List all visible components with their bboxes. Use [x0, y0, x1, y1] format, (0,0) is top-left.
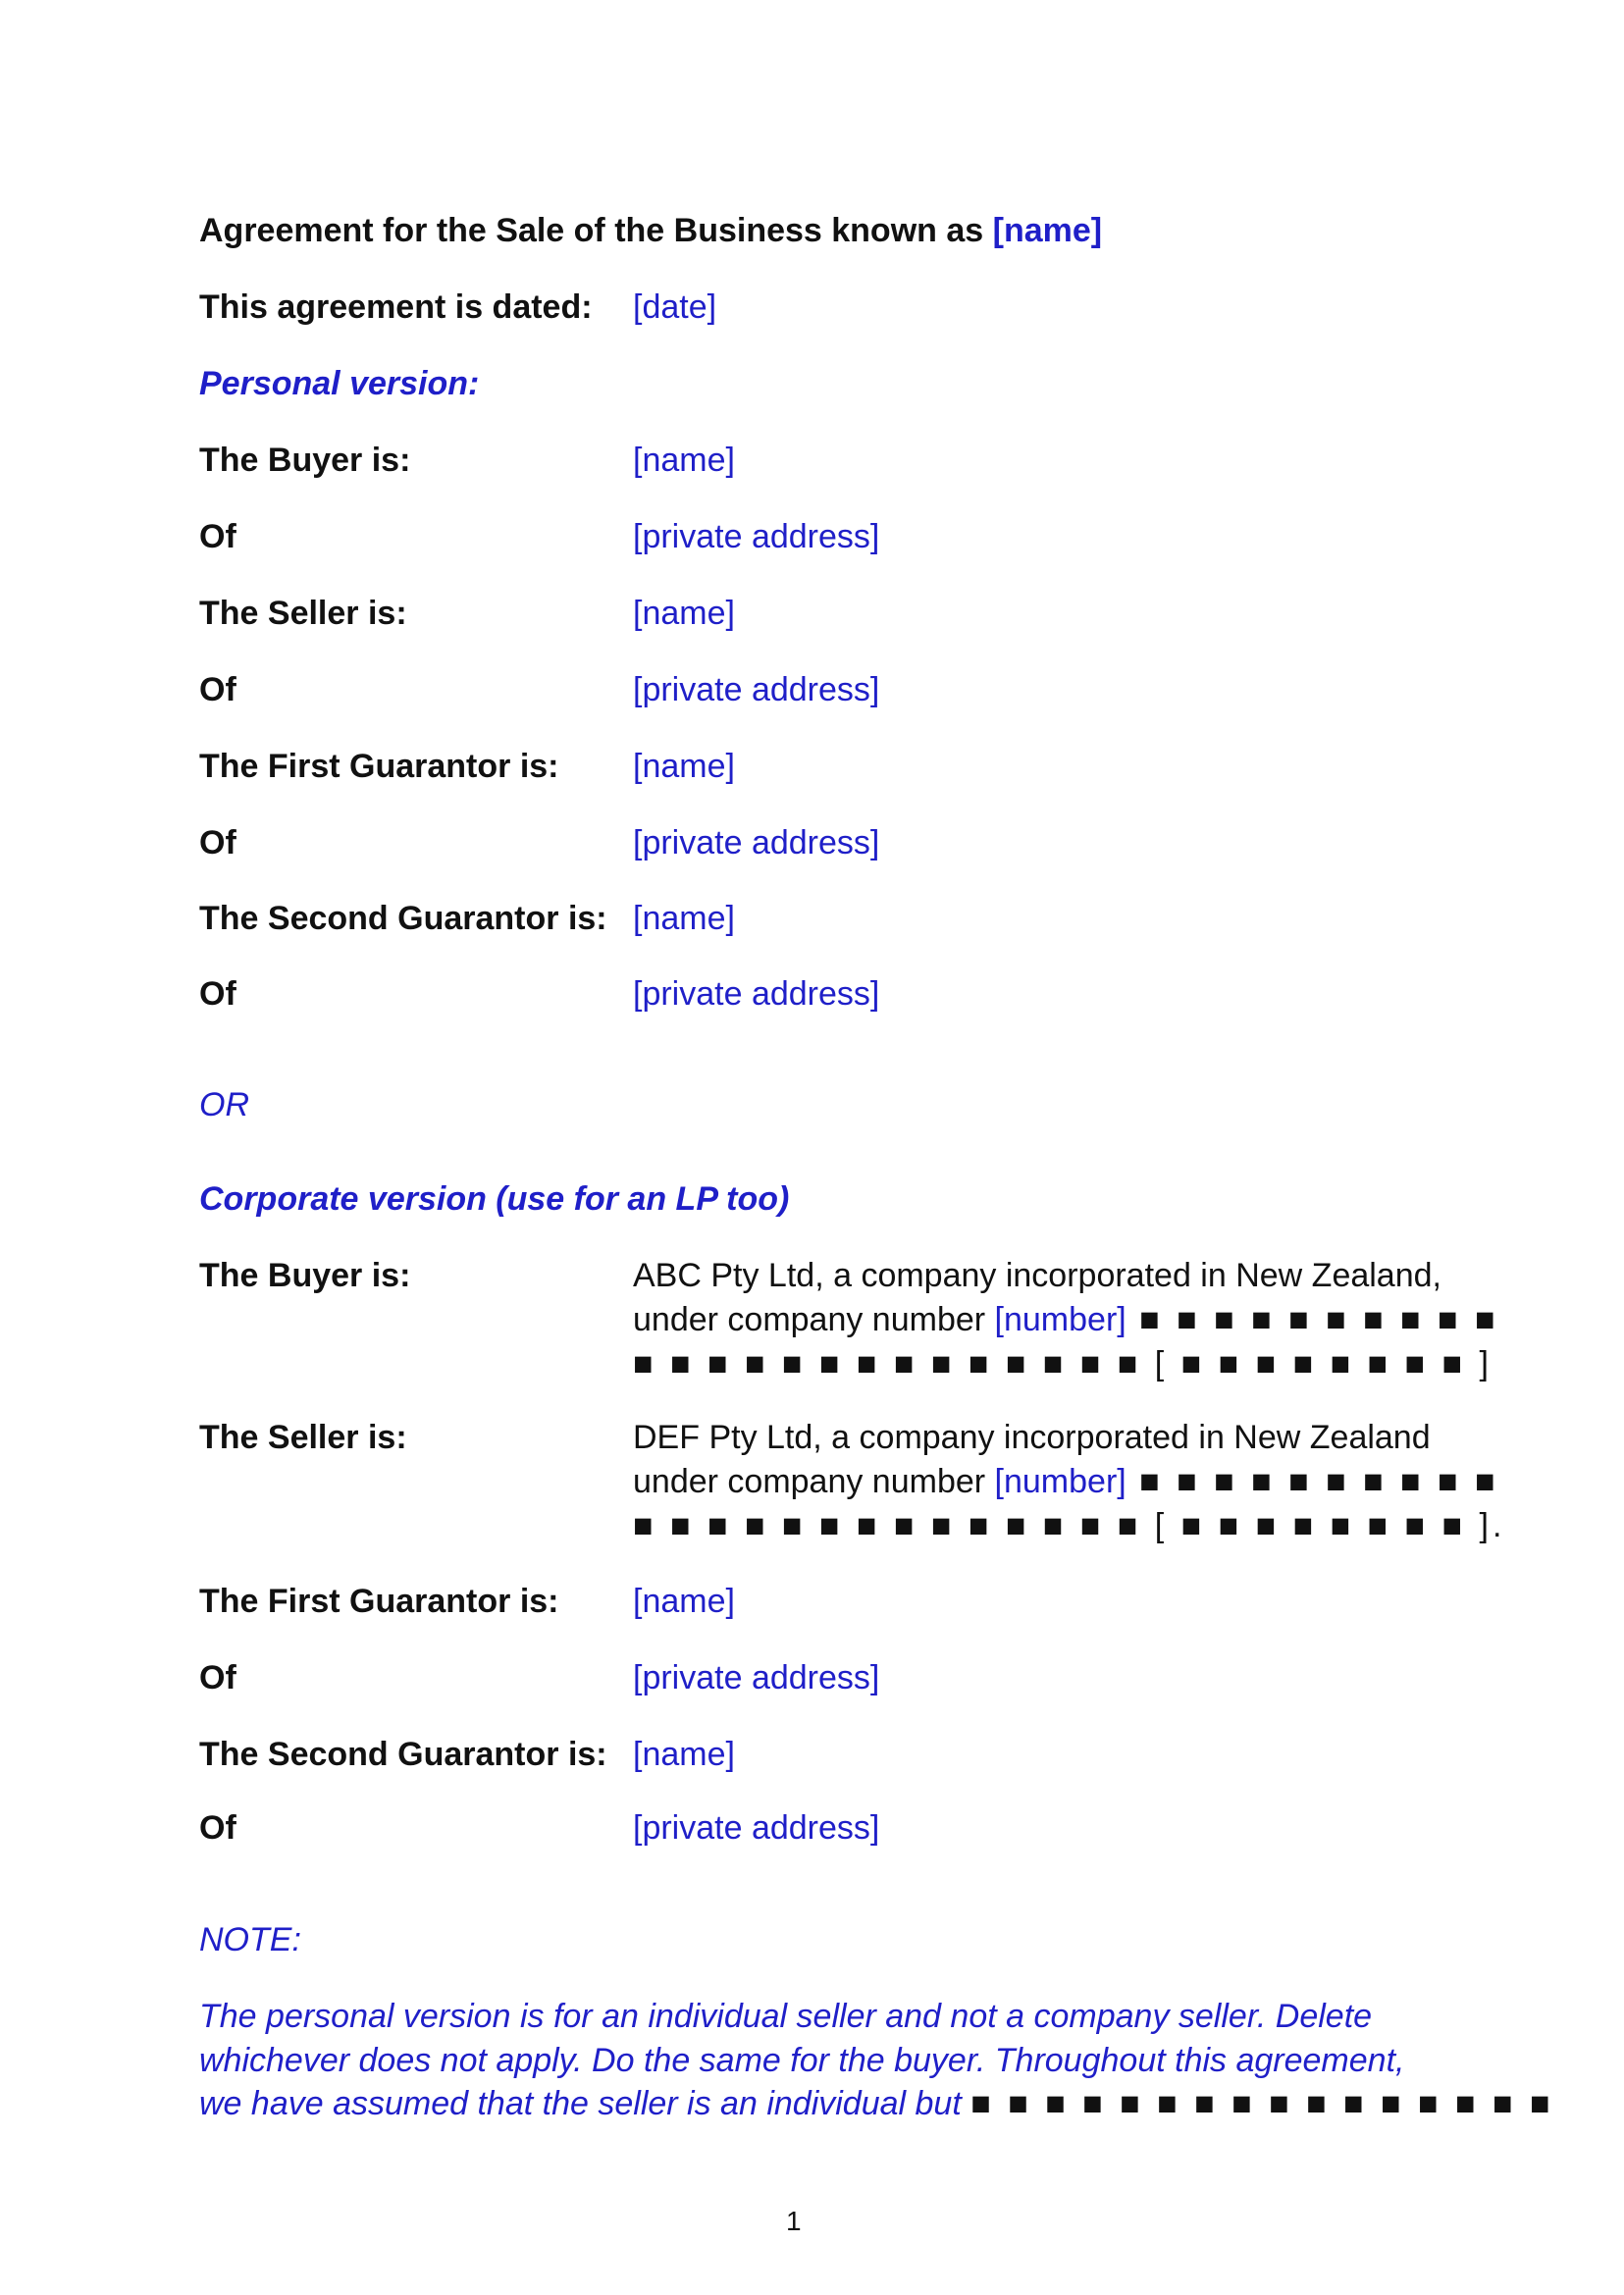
corporate-seller-line2-text: under company number: [633, 1463, 995, 1500]
corporate-first-guarantor-label: The First Guarantor is:: [199, 1583, 559, 1620]
personal-second-guarantor-address: [private address]: [633, 975, 880, 1013]
corporate-version-heading: Corporate version (use for an LP too): [199, 1180, 790, 1218]
personal-buyer-of-label: Of: [199, 518, 236, 555]
corporate-seller-line3-redaction: ■ ■ ■ ■ ■ ■ ■ ■ ■ ■ ■ ■ ■ ■ [ ■ ■ ■ ■ ■ ■ ■ ■ ].: [633, 1507, 1506, 1544]
dated-label: This agreement is dated:: [199, 288, 593, 326]
note-redaction: ■ ■ ■ ■ ■ ■ ■ ■ ■ ■ ■ ■ ■ ■ ■ ■: [970, 2085, 1554, 2122]
corporate-buyer-line3-redaction: ■ ■ ■ ■ ■ ■ ■ ■ ■ ■ ■ ■ ■ ■ [ ■ ■ ■ ■ ■ ■ ■ ■ ]: [633, 1345, 1493, 1382]
corporate-buyer-label: The Buyer is:: [199, 1257, 411, 1294]
note-line-3: [199, 2082, 1554, 2125]
personal-first-guarantor-of-label: Of: [199, 824, 236, 861]
document-title: [199, 209, 1102, 252]
personal-seller-value: [name]: [633, 595, 735, 632]
corporate-second-guarantor-label: The Second Guarantor is:: [199, 1736, 607, 1773]
corporate-second-guarantor-value: [name]: [633, 1736, 735, 1773]
corporate-buyer-redaction: ■ ■ ■ ■ ■ ■ ■ ■ ■ ■: [1126, 1301, 1499, 1338]
corporate-first-guarantor-value: [name]: [633, 1583, 735, 1620]
personal-seller-of-label: Of: [199, 671, 236, 708]
corporate-first-guarantor-of-label: Of: [199, 1659, 236, 1696]
corporate-seller-line2: [633, 1460, 1499, 1503]
title-placeholder: [name]: [992, 212, 1103, 249]
note-line-2: whichever does not apply. Do the same for the buyer. Throughout this agreement,: [199, 2042, 1405, 2079]
title-text: Agreement for the Sale of the Business known as: [199, 212, 993, 249]
corporate-seller-number-placeholder: [number]: [994, 1463, 1126, 1500]
corporate-buyer-line2-text: under company number: [633, 1301, 995, 1338]
corporate-second-guarantor-of-label: Of: [199, 1809, 236, 1847]
personal-buyer-label: The Buyer is:: [199, 442, 411, 479]
note-heading: NOTE:: [199, 1921, 301, 1958]
page-number: 1: [786, 2206, 802, 2236]
personal-second-guarantor-value: [name]: [633, 900, 735, 937]
note-line-3-text: we have assumed that the seller is an individual but: [199, 2085, 971, 2122]
corporate-buyer-line2: [633, 1298, 1499, 1341]
corporate-buyer-number-placeholder: [number]: [994, 1301, 1126, 1338]
personal-first-guarantor-value: [name]: [633, 748, 735, 785]
personal-seller-label: The Seller is:: [199, 595, 407, 632]
corporate-first-guarantor-address: [private address]: [633, 1659, 880, 1696]
note-line-1: The personal version is for an individual seller and not a company seller. Delete: [199, 1998, 1373, 2035]
personal-seller-address: [private address]: [633, 671, 880, 708]
personal-buyer-address: [private address]: [633, 518, 880, 555]
personal-first-guarantor-label: The First Guarantor is:: [199, 748, 559, 785]
personal-second-guarantor-of-label: Of: [199, 975, 236, 1013]
corporate-seller-label: The Seller is:: [199, 1419, 407, 1456]
dated-value: [date]: [633, 288, 717, 326]
or-separator: OR: [199, 1086, 249, 1123]
corporate-seller-redaction: ■ ■ ■ ■ ■ ■ ■ ■ ■ ■: [1126, 1463, 1499, 1500]
personal-second-guarantor-label: The Second Guarantor is:: [199, 900, 607, 937]
corporate-second-guarantor-address: [private address]: [633, 1809, 880, 1847]
personal-buyer-value: [name]: [633, 442, 735, 479]
corporate-seller-line1: DEF Pty Ltd, a company incorporated in New Zealand: [633, 1419, 1431, 1456]
personal-version-heading: Personal version:: [199, 365, 480, 402]
corporate-buyer-line1: ABC Pty Ltd, a company incorporated in New Zealand,: [633, 1257, 1441, 1294]
personal-first-guarantor-address: [private address]: [633, 824, 880, 861]
